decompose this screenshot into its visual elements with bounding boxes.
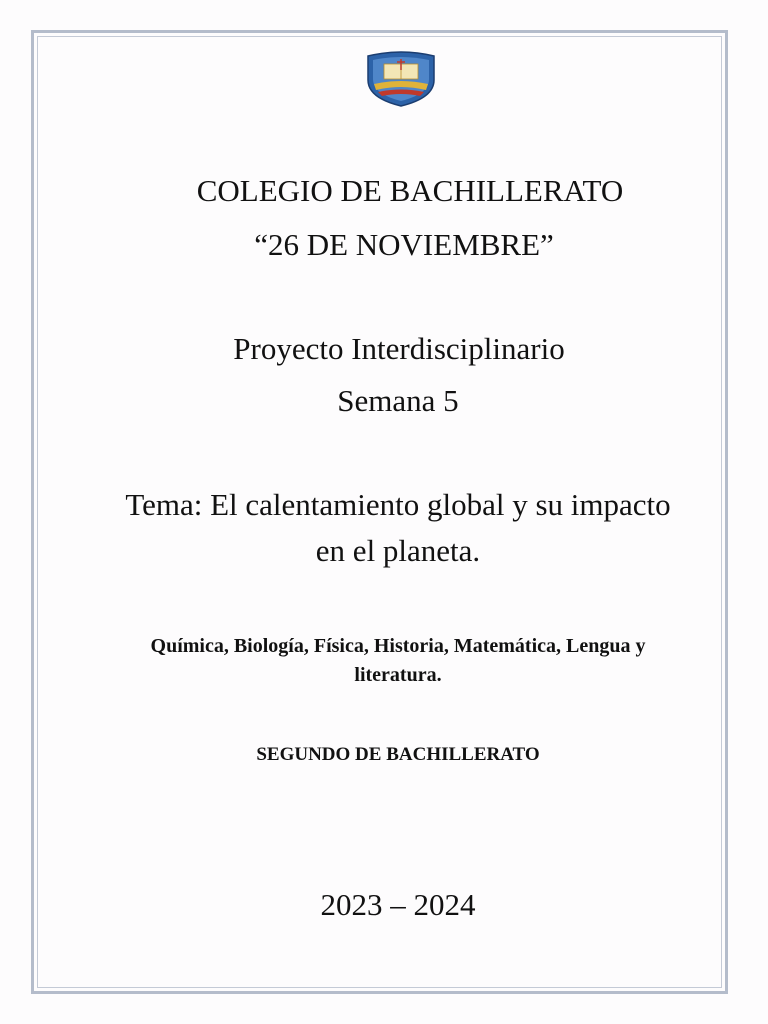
topic-line1: Tema: El calentamiento global y su impacto [125, 487, 671, 522]
project-week: Semana 5 [337, 383, 459, 418]
subjects-line2: literatura. [354, 664, 442, 686]
grade-label: SEGUNDO DE BACHILLERATO [256, 744, 540, 765]
school-crest-icon [364, 50, 438, 108]
school-name-line1: COLEGIO DE BACHILLERATO [196, 173, 624, 208]
school-year: 2023 – 2024 [320, 887, 476, 922]
school-name-line2: “26 DE NOVIEMBRE” [254, 227, 554, 262]
subjects-line1: Química, Biología, Física, Historia, Matemática, Lengua y [150, 635, 646, 657]
topic-line2: en el planeta. [315, 533, 481, 568]
project-title: Proyecto Interdisciplinario [233, 331, 565, 366]
